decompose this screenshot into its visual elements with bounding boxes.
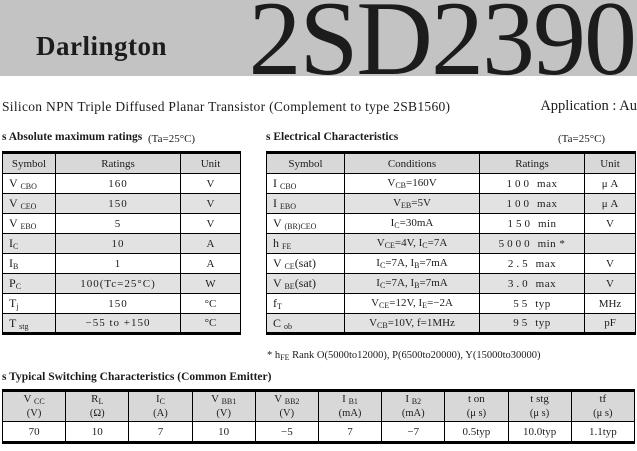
cond-base: V (376, 237, 385, 249)
rating-cell: 150 (56, 194, 181, 214)
header-sub: CC (34, 397, 45, 406)
symbol-base: V (273, 276, 282, 290)
table-row (267, 214, 636, 234)
header-base: tf (599, 393, 607, 405)
header-base: I (405, 393, 409, 405)
cond-rest: =10V, (387, 316, 417, 329)
rating-cell: −55 to +150 (56, 314, 181, 334)
conditions-cell (345, 294, 480, 314)
table-row (267, 294, 636, 314)
header-row (3, 391, 635, 422)
table-row (267, 314, 636, 334)
cond-base: V (387, 177, 396, 189)
symbol-sub: j (16, 302, 19, 311)
header-base: V (274, 393, 282, 405)
header-base: I (342, 393, 346, 405)
cond-sub: CB (377, 320, 388, 330)
symbol-header: Symbol (267, 153, 345, 174)
symbol-base: V (9, 216, 18, 230)
unit-cell: V (585, 254, 636, 274)
col-header (192, 391, 255, 422)
cond-base: I (390, 217, 395, 229)
header-unit: (V) (216, 408, 231, 419)
ratings-header: Ratings (56, 153, 181, 174)
symbol-sub: C (13, 242, 19, 251)
rating-qualifier: typ (535, 317, 551, 329)
ratings-header: Ratings (480, 153, 585, 174)
symbol-cell (3, 214, 56, 234)
symbol-cell (267, 214, 345, 234)
cond-rest: =4V, (394, 237, 419, 249)
col-header (318, 391, 381, 422)
cond-base: I (376, 277, 380, 289)
header-base: R (91, 393, 99, 405)
header-unit: (μ s) (529, 408, 550, 419)
rating-value: 150 (507, 217, 533, 230)
table-row (3, 254, 241, 274)
symbol-cell (267, 274, 345, 294)
cond-sub: E (422, 301, 428, 310)
cond-sub: CE (384, 241, 395, 250)
symbol-base: f (273, 296, 277, 310)
header-base: V (23, 393, 32, 405)
header-unit: (μ s) (466, 408, 487, 419)
abs-max-ta-note: (Ta=25°C) (148, 133, 196, 145)
cond-sub: CE (379, 301, 390, 310)
header-base: t stg (530, 393, 549, 405)
title-banner (0, 0, 637, 97)
conditions-cell (345, 194, 480, 214)
symbol-base: V (273, 216, 282, 230)
cond-rest: =7A (427, 237, 448, 249)
cond-base: V (371, 297, 380, 309)
cond-sub: B (414, 281, 420, 290)
cond-base: I (418, 237, 423, 249)
cond-base: I (376, 257, 380, 269)
table-row (3, 174, 241, 194)
symbol-cell (3, 234, 56, 254)
cond-sub: C (379, 261, 386, 270)
symbol-sub: EBO (280, 202, 296, 211)
cond-rest: =5V (411, 197, 431, 209)
application-label: Application : Au (540, 98, 637, 114)
rating-qualifier: max (537, 197, 558, 210)
symbol-sub: ob (284, 321, 293, 331)
unit-cell: V (585, 274, 636, 294)
header-base: V (211, 393, 219, 405)
rating-cell (480, 314, 585, 334)
col-header (3, 391, 66, 422)
elec-table (266, 151, 636, 335)
symbol-cell (3, 174, 56, 194)
unit-cell: V (585, 214, 636, 234)
conditions-cell (345, 254, 480, 274)
col-header (129, 391, 192, 422)
rating-value: 100 (506, 197, 533, 210)
header-sub: B2 (411, 397, 422, 406)
footnote-text: * h (267, 350, 281, 361)
symbol-header: Symbol (3, 153, 56, 174)
table-row (267, 254, 636, 274)
unit-cell: MHz (585, 294, 636, 314)
symbol-sub: stg (19, 321, 29, 331)
cond-rest: =1MHz (420, 316, 455, 329)
symbol-sub: CEO (20, 202, 37, 211)
cond-rest: =−2A (427, 297, 453, 309)
symbol-cell (267, 174, 345, 194)
conditions-cell (345, 174, 480, 194)
rating-cell (480, 274, 585, 294)
header-sub: L (98, 397, 104, 406)
unit-cell: °C (181, 294, 241, 314)
header-row (3, 153, 241, 174)
symbol-sub: T (277, 302, 282, 311)
table-row (267, 234, 636, 254)
rating-qualifier: max (535, 257, 557, 270)
symbol-cell (267, 194, 345, 214)
value-cell: 7 (318, 422, 381, 443)
abs-max-table (2, 151, 241, 335)
cond-rest: =30mA (399, 217, 434, 229)
unit-header: Unit (585, 153, 636, 174)
rating-value: 55 (513, 297, 531, 310)
symbol-base: I (273, 176, 277, 190)
symbol-sub: EBO (20, 222, 37, 231)
table-row (3, 234, 241, 254)
symbol-cell (3, 294, 56, 314)
symbol-base: C (273, 315, 282, 330)
value-cell: 70 (3, 422, 66, 443)
value-cell: 7 (129, 422, 192, 443)
unit-cell: A (181, 254, 241, 274)
symbol-cell (267, 254, 345, 274)
symbol-cell (3, 194, 56, 214)
symbol-suffix: (sat) (294, 276, 317, 290)
header-base: t on (468, 393, 485, 405)
rating-cell: 100(Tc=25°C) (56, 274, 181, 294)
rating-qualifier: min * (537, 237, 566, 250)
conditions-cell (345, 274, 480, 294)
symbol-base: I (9, 256, 13, 270)
cond-base: I (410, 277, 415, 289)
header-base: I (155, 393, 160, 405)
col-header (66, 391, 129, 422)
table-row (267, 174, 636, 194)
symbol-sub: CBO (20, 182, 37, 191)
symbol-cell (267, 234, 345, 254)
unit-cell: V (181, 194, 241, 214)
cond-base: V (393, 197, 402, 209)
header-unit: (A) (153, 408, 168, 419)
rating-cell (480, 254, 585, 274)
header-sub: B1 (348, 397, 358, 406)
unit-cell: A (181, 234, 241, 254)
rating-cell: 150 (56, 294, 181, 314)
rating-qualifier: typ (535, 297, 551, 310)
symbol-base: T (9, 296, 17, 310)
rating-value: 100 (506, 177, 533, 190)
value-cell: −7 (382, 422, 445, 443)
rating-cell: 5 (56, 214, 181, 234)
cond-rest: =12V, (389, 297, 419, 309)
value-cell: 10 (192, 422, 255, 443)
symbol-sub: BE (284, 282, 295, 291)
value-cell: 0.5typ (445, 422, 508, 443)
unit-cell: W (181, 274, 241, 294)
symbol-cell (267, 294, 345, 314)
rating-cell (480, 174, 585, 194)
rating-cell (480, 214, 585, 234)
hfe-rank-footnote (267, 350, 540, 362)
header-unit: (V) (26, 408, 42, 419)
header-sub: BB2 (284, 397, 300, 406)
unit-cell: V (181, 174, 241, 194)
table-row (3, 294, 241, 314)
symbol-cell (3, 254, 56, 274)
footnote-text: Rank O(5000to12000), P(6500to20000), Y(15000to30000) (289, 350, 541, 361)
symbol-sub: CE (284, 262, 295, 271)
rating-value: 5000 (498, 237, 533, 250)
symbol-sub: FE (282, 242, 292, 251)
value-cell: −5 (255, 422, 318, 443)
symbol-base: I (273, 196, 277, 210)
symbol-base: V (273, 256, 282, 270)
symbol-base: V (9, 176, 18, 190)
rating-cell (480, 194, 585, 214)
rating-cell (480, 234, 585, 254)
symbol-sub: CBO (280, 182, 297, 191)
cond-base: I (418, 297, 423, 309)
unit-header: Unit (181, 153, 241, 174)
rating-cell: 1 (56, 254, 181, 274)
col-header (508, 391, 571, 422)
table-row (3, 214, 241, 234)
cond-rest: =7mA (419, 257, 448, 269)
cond-sub: B (414, 261, 420, 270)
rating-qualifier: max (537, 177, 558, 190)
cond-base: I (410, 257, 415, 269)
symbol-cell (267, 314, 345, 334)
rating-cell: 10 (56, 234, 181, 254)
table-row (3, 194, 241, 214)
symbol-cell (3, 274, 56, 294)
conditions-header: Conditions (345, 153, 480, 174)
table-row (3, 274, 241, 294)
elec-ta-note: (Ta=25°C) (558, 133, 606, 145)
symbol-base: P (9, 276, 16, 290)
values-row (3, 422, 635, 443)
symbol-base: T (9, 315, 17, 330)
symbol-cell (3, 314, 56, 334)
abs-max-title: s Absolute maximum ratings (2, 131, 143, 143)
header-unit: (V) (279, 408, 295, 419)
cond-rest: =160V (405, 177, 437, 189)
cond-sub: C (379, 281, 386, 290)
table-row (267, 194, 636, 214)
switching-title: s Typical Switching Characteristics (Common Emitter) (2, 371, 272, 383)
unit-cell: pF (585, 314, 636, 334)
rating-value: 2.5 (507, 257, 531, 270)
rating-cell (480, 294, 585, 314)
header-unit: (mA) (338, 408, 362, 419)
cond-sub: C (394, 221, 400, 230)
symbol-suffix: (sat) (294, 256, 317, 270)
device-description: Silicon NPN Triple Diffused Planar Transistor (Complement to type 2SB1560) (2, 99, 451, 114)
value-cell: 10.0typ (508, 422, 571, 443)
header-unit: (μ s) (593, 408, 613, 419)
rating-qualifier: max (535, 277, 557, 290)
symbol-sub: B (13, 262, 19, 271)
cond-base: f (416, 316, 421, 329)
unit-cell (585, 234, 636, 254)
cond-rest: =7A, (385, 257, 411, 269)
rating-value: 3.0 (507, 277, 531, 290)
cond-sub: C (422, 241, 428, 250)
symbol-sub: (BR)CEO (284, 222, 317, 231)
unit-cell: °C (181, 314, 241, 334)
symbol-base: h (273, 236, 279, 250)
cond-rest: =7mA (419, 277, 448, 289)
col-header (571, 391, 634, 422)
elec-title: s Electrical Characteristics (266, 131, 399, 143)
header-unit: (Ω) (89, 408, 105, 419)
symbol-base: I (9, 236, 13, 250)
rating-value: 95 (513, 317, 531, 329)
col-header (382, 391, 445, 422)
cond-rest: =7A, (385, 277, 411, 289)
symbol-base: V (9, 196, 18, 210)
header-sub: BB1 (221, 397, 237, 406)
category-label: Darlington (36, 31, 168, 61)
cond-base: V (369, 316, 378, 329)
header-row (267, 153, 636, 174)
symbol-sub: C (15, 282, 22, 291)
footnote-sub: FE (280, 353, 290, 362)
rating-qualifier: min (537, 217, 557, 230)
cond-sub: CB (395, 181, 406, 190)
conditions-cell (345, 234, 480, 254)
conditions-cell (345, 214, 480, 234)
conditions-cell (345, 314, 480, 334)
unit-cell: μ A (585, 174, 636, 194)
cond-sub: EB (401, 201, 412, 210)
header-sub: C (159, 397, 165, 406)
header-unit: (mA) (401, 408, 425, 419)
table-row (3, 314, 241, 334)
col-header (255, 391, 318, 422)
col-header (445, 391, 508, 422)
value-cell: 1.1typ (571, 422, 634, 443)
unit-cell: V (181, 214, 241, 234)
unit-cell: μ A (585, 194, 636, 214)
rating-cell: 160 (56, 174, 181, 194)
table-row (267, 274, 636, 294)
switching-table (2, 389, 635, 444)
value-cell: 10 (66, 422, 129, 443)
part-number: 2SD2390 (248, 0, 635, 97)
